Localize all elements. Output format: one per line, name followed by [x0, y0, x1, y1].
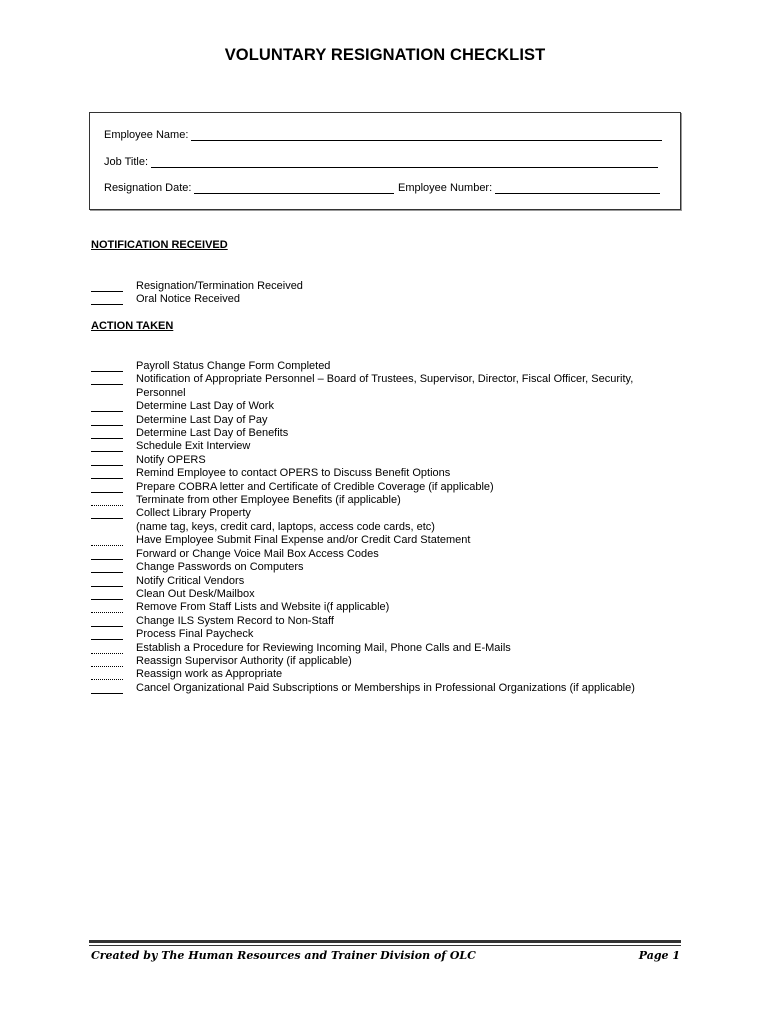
list-item: Clean Out Desk/Mailbox	[91, 588, 696, 601]
checkbox-blank[interactable]	[91, 481, 123, 493]
page-number: Page 1	[638, 949, 680, 962]
employee-name-line[interactable]	[191, 130, 662, 141]
list-item: Prepare COBRA letter and Certificate of Credible Coverage (if applicable)	[91, 481, 696, 494]
checkbox-blank[interactable]	[91, 655, 123, 667]
action-list	[91, 360, 696, 695]
list-item: Change ILS System Record to Non-Staff	[91, 615, 696, 628]
list-item: Change Passwords on Computers	[91, 561, 696, 574]
checkbox-blank[interactable]	[91, 467, 123, 479]
footer-divider-thin	[89, 945, 681, 946]
list-item: Reassign Supervisor Authority (if applicable)	[91, 655, 696, 668]
job-title-label: Job Title:	[104, 156, 149, 168]
list-item: Remove From Staff Lists and Website i(f applicable)	[91, 601, 696, 614]
list-item: Cancel Organizational Paid Subscriptions or Memberships in Professional Organizations (if applicable)	[91, 682, 696, 695]
checkbox-blank[interactable]	[91, 440, 123, 452]
list-item: Forward or Change Voice Mail Box Access Codes	[91, 548, 696, 561]
checkbox-blank[interactable]	[91, 561, 123, 573]
job-title-line[interactable]	[151, 157, 658, 168]
employee-name-label: Employee Name:	[104, 129, 189, 141]
list-item: Process Final Paycheck	[91, 628, 696, 641]
checkbox-blank[interactable]	[91, 373, 123, 385]
resignation-date-label: Resignation Date:	[104, 182, 192, 194]
notification-heading: NOTIFICATION RECEIVED	[91, 239, 228, 251]
list-item: Resignation/Termination Received	[91, 280, 696, 293]
checkbox-blank[interactable]	[91, 575, 123, 587]
checkbox-blank[interactable]	[91, 414, 123, 426]
checkbox-blank[interactable]	[91, 293, 123, 305]
checkbox-blank[interactable]	[91, 494, 123, 506]
checkbox-blank[interactable]	[91, 507, 123, 519]
employee-name-field[interactable]	[104, 129, 662, 141]
checkbox-blank[interactable]	[91, 454, 123, 466]
list-item: Terminate from other Employee Benefits (if applicable)	[91, 494, 696, 507]
job-title-field[interactable]	[104, 156, 658, 168]
list-item: Oral Notice Received	[91, 293, 696, 306]
document-title: VOLUNTARY RESIGNATION CHECKLIST	[224, 46, 546, 64]
employee-number-field[interactable]	[398, 182, 660, 194]
list-item-continuation: (name tag, keys, credit card, laptops, access code cards, etc)	[136, 520, 435, 533]
footer-credit: Created by The Human Resources and Trainer Division of OLC	[91, 949, 476, 962]
employee-number-label: Employee Number:	[398, 182, 493, 194]
list-item: Notify OPERS	[91, 454, 696, 467]
list-item: Determine Last Day of Pay	[91, 414, 696, 427]
checkbox-blank[interactable]	[91, 615, 123, 627]
list-item: Collect Library Property	[91, 507, 696, 520]
checkbox-blank[interactable]	[91, 668, 123, 680]
checkbox-blank[interactable]	[91, 642, 123, 654]
employee-info-box	[89, 112, 681, 210]
list-item: Reassign work as Appropriate	[91, 668, 696, 681]
list-item: Remind Employee to contact OPERS to Discuss Benefit Options	[91, 467, 696, 480]
employee-number-line[interactable]	[495, 183, 660, 194]
checkbox-blank[interactable]	[91, 534, 123, 546]
list-item: Establish a Procedure for Reviewing Incoming Mail, Phone Calls and E-Mails	[91, 642, 696, 655]
notification-list	[91, 280, 696, 307]
resignation-date-field[interactable]	[104, 182, 394, 194]
checkbox-blank[interactable]	[91, 360, 123, 372]
list-item: Notification of Appropriate Personnel – Board of Trustees, Supervisor, Director, Fiscal Officer, Security,	[91, 373, 696, 386]
checkbox-blank[interactable]	[91, 588, 123, 600]
action-heading: ACTION TAKEN	[91, 320, 174, 332]
list-item-continuation: Personnel	[136, 386, 186, 399]
list-item: Determine Last Day of Benefits	[91, 427, 696, 440]
checkbox-blank[interactable]	[91, 427, 123, 439]
footer-divider	[89, 940, 681, 943]
list-item: Notify Critical Vendors	[91, 575, 696, 588]
checkbox-blank[interactable]	[91, 628, 123, 640]
list-item: Determine Last Day of Work	[91, 400, 696, 413]
checkbox-blank[interactable]	[91, 682, 123, 694]
checkbox-blank[interactable]	[91, 601, 123, 613]
resignation-date-line[interactable]	[194, 183, 394, 194]
list-item: Have Employee Submit Final Expense and/or Credit Card Statement	[91, 534, 696, 547]
checkbox-blank[interactable]	[91, 280, 123, 292]
list-item: Payroll Status Change Form Completed	[91, 360, 696, 373]
checkbox-blank[interactable]	[91, 400, 123, 412]
list-item: Schedule Exit Interview	[91, 440, 696, 453]
checkbox-blank[interactable]	[91, 548, 123, 560]
